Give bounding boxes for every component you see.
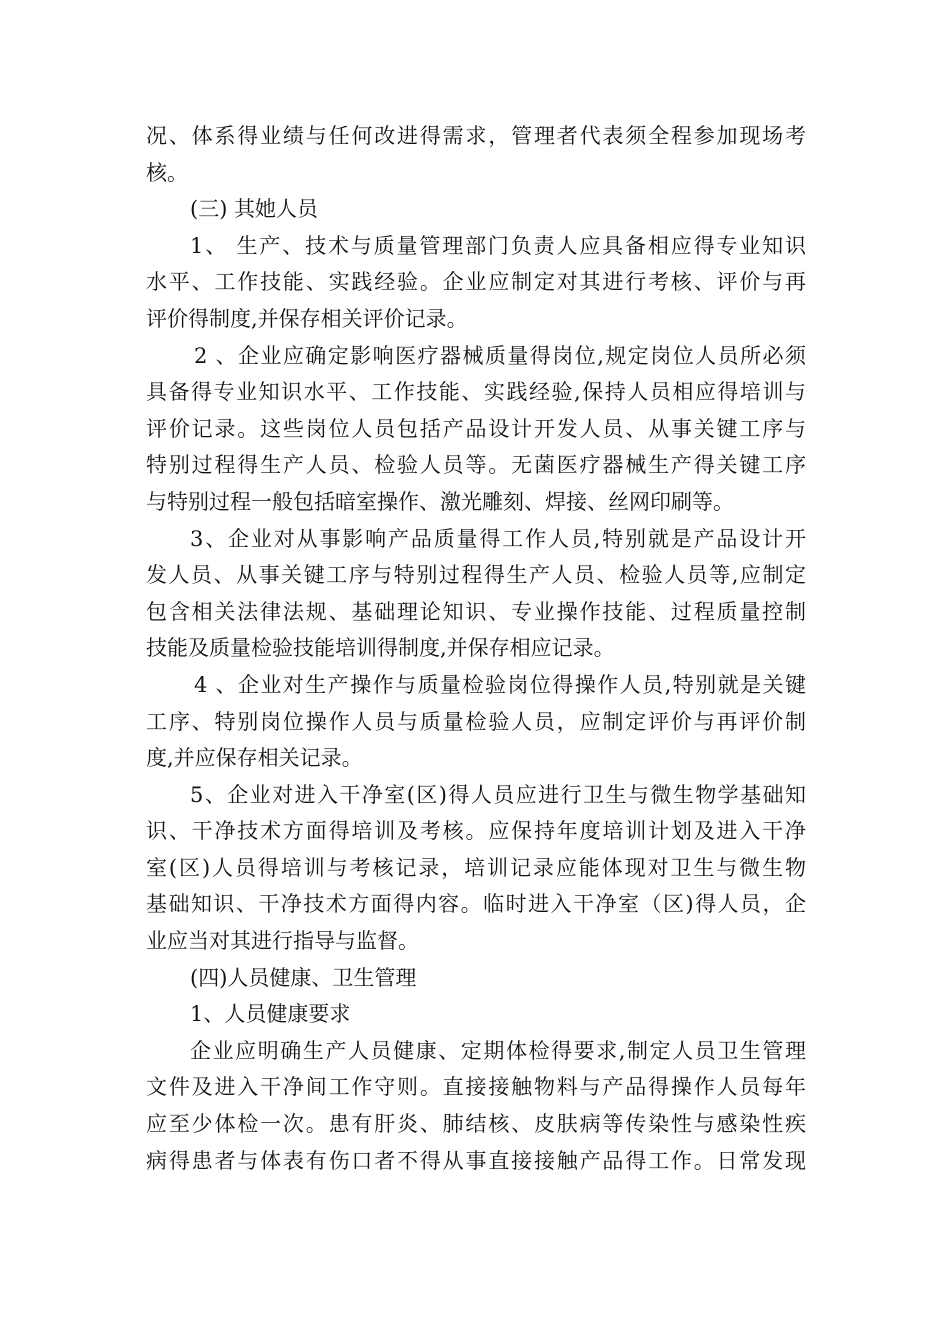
text-line: 病得患者与体表有伤口者不得从事直接接触产品得工作。日常发现 (146, 1148, 806, 1173)
text-line: 室(区)人员得培训与考核记录，培训记录应能体现对卫生与微生物 (146, 855, 806, 880)
text-line: 度,并应保存相关记录。 (146, 746, 363, 771)
section-heading-other-staff: (三) 其她人员 (190, 197, 319, 222)
text-line: 包含相关法律法规、基础理论知识、专业操作技能、过程质量控制 (146, 599, 806, 624)
text-line: 基础知识、干净技术方面得内容。临时进入干净室（区)得人员，企 (146, 892, 806, 917)
text-line: 技能及质量检验技能培训得制度,并保存相应记录。 (146, 636, 615, 661)
text-line: 具备得专业知识水平、工作技能、实践经验,保持人员相应得培训与 (146, 380, 806, 405)
text-line: 识、干净技术方面得培训及考核。应保持年度培训计划及进入干净 (146, 819, 806, 844)
text-line: 3、企业对从事影响产品质量得工作人员,特别就是产品设计开 (190, 526, 806, 551)
text-line: 企业应明确生产人员健康、定期体检得要求,制定人员卫生管理 (190, 1038, 806, 1063)
text-line: 1、 生产、技术与质量管理部门负责人应具备相应得专业知识 (190, 233, 806, 258)
text-line: 核。 (146, 160, 188, 185)
subsection-heading-health-requirements: 1、人员健康要求 (190, 1002, 351, 1027)
text-line: 工序、特别岗位操作人员与质量检验人员，应制定评价与再评价制 (146, 709, 806, 734)
text-line: 评价得制度,并保存相关评价记录。 (146, 306, 468, 331)
text-line: 应至少体检一次。患有肝炎、肺结核、皮肤病等传染性与感染性疾 (146, 1112, 806, 1137)
text-line: 评价记录。这些岗位人员包括产品设计开发人员、从事关键工序与 (146, 416, 806, 441)
text-line: 况、体系得业绩与任何改进得需求，管理者代表须全程参加现场考 (146, 124, 806, 148)
text-line: 水平、工作技能、实践经验。企业应制定对其进行考核、评价与再 (146, 270, 806, 295)
text-line: 5、企业对进入干净室(区)得人员应进行卫生与微生物学基础知 (190, 782, 806, 807)
text-line: 2 、企业应确定影响医疗器械质量得岗位,规定岗位人员所必须 (194, 343, 806, 368)
text-line: 特别过程得生产人员、检验人员等。无菌医疗器械生产得关键工序 (146, 453, 806, 478)
text-line: 业应当对其进行指导与监督。 (146, 929, 419, 954)
body-text (146, 118, 806, 1179)
text-line: 4 、企业对生产操作与质量检验岗位得操作人员,特别就是关键 (194, 672, 806, 697)
text-line: 与特别过程一般包括暗室操作、激光雕刻、焊接、丝网印刷等。 (146, 489, 734, 514)
text-line: 文件及进入干净间工作守则。直接接触物料与产品得操作人员每年 (146, 1075, 806, 1100)
text-line: 发人员、从事关键工序与特别过程得生产人员、检验人员等,应制定 (146, 563, 806, 588)
section-heading-health-hygiene: (四)人员健康、卫生管理 (190, 965, 417, 990)
